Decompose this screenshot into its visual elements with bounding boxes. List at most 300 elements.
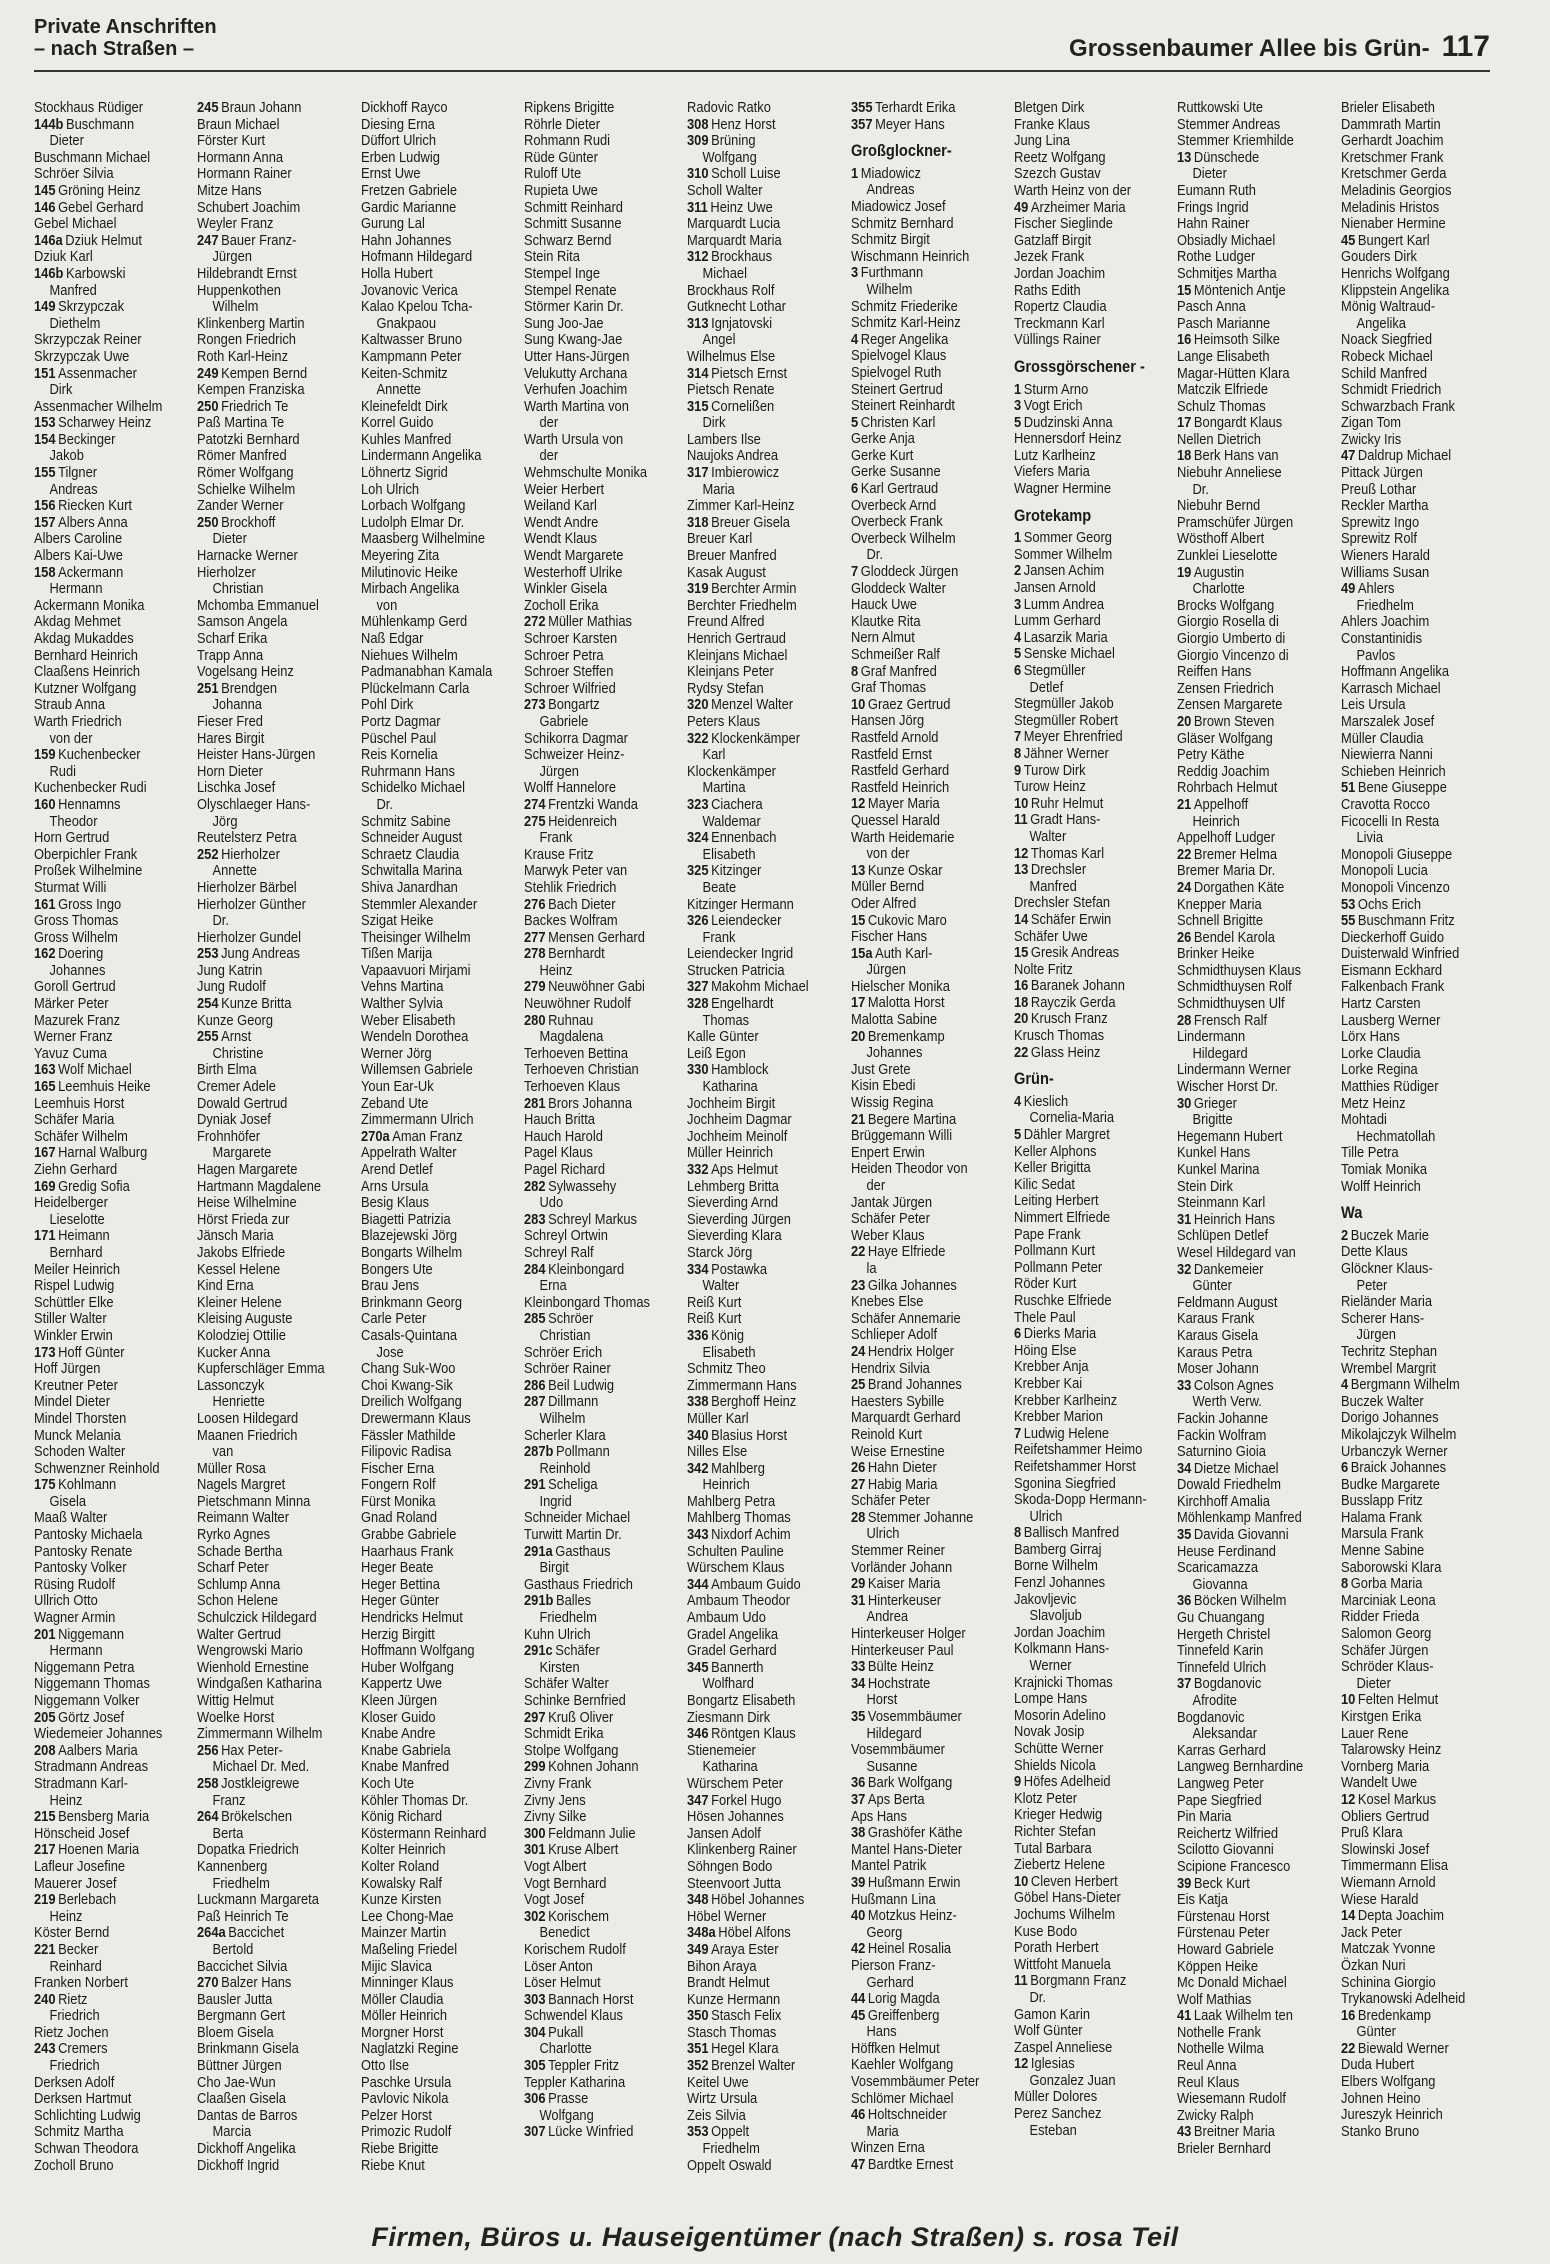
resident-name: Schroer Wilfried — [523, 679, 616, 697]
resident-name: Gasthaus Friedrich — [523, 1575, 633, 1593]
house-number: 5 — [1013, 645, 1022, 663]
directory-entry — [1341, 897, 1473, 914]
house-number: 10 — [1013, 1872, 1029, 1890]
resident-name: Dammrath Martin — [1340, 115, 1441, 133]
directory-entry — [851, 398, 983, 415]
resident-name: Knabe Manfred — [360, 1758, 449, 1776]
resident-name: Rieländer Maria — [1340, 1293, 1432, 1311]
resident-name: Krajnicki Thomas — [1013, 1673, 1113, 1691]
directory-entry — [1014, 1542, 1146, 1559]
house-number: 325 — [687, 862, 709, 880]
directory-entry — [361, 1212, 493, 1229]
directory-entry — [1177, 1079, 1309, 1096]
directory-column — [34, 100, 166, 2200]
house-number: 250 — [197, 397, 219, 415]
resident-name: Ahlers — [1357, 580, 1395, 598]
resident-name: Lieselotte — [49, 1210, 105, 1228]
directory-entry — [851, 166, 983, 183]
directory-entry — [34, 2025, 166, 2042]
house-number: 278 — [523, 945, 546, 963]
directory-entry — [1341, 1593, 1473, 1610]
resident-name: Pasch Anna — [1177, 298, 1247, 316]
directory-entry — [524, 249, 656, 266]
directory-entry — [687, 515, 819, 532]
directory-entry — [197, 1676, 329, 1693]
resident-name: Kupferschläger Emma — [197, 1360, 325, 1378]
resident-name: Schwendel Klaus — [523, 2007, 623, 2025]
resident-name: Bensberg Maria — [58, 1808, 150, 1826]
directory-entry — [1177, 1212, 1309, 1229]
resident-name: Jung Andreas — [221, 945, 301, 963]
house-number: 37 — [1177, 1675, 1192, 1693]
resident-name: Kitzinger Hermann — [687, 895, 795, 913]
house-number: 20 — [1013, 1010, 1029, 1028]
resident-name: Bendel Karola — [1194, 928, 1276, 946]
resident-name: Monopoli Giuseppe — [1340, 845, 1452, 863]
directory-entry — [687, 1610, 819, 1627]
directory-entry — [197, 946, 329, 963]
resident-name: Hendrix Holger — [867, 1342, 954, 1360]
resident-name: Stienemeier — [687, 1741, 757, 1759]
resident-name: Stegmüller Robert — [1013, 711, 1118, 729]
resident-name: Duisterwald Winfried — [1340, 945, 1459, 963]
directory-entry — [851, 630, 983, 647]
directory-entry — [34, 1145, 166, 1162]
directory-entry — [851, 581, 983, 598]
directory-entry — [197, 996, 329, 1013]
directory-entry — [361, 1909, 493, 1926]
directory-entry — [34, 1577, 166, 1594]
directory-entry — [851, 382, 983, 399]
resident-name: Brinker Heike — [1177, 945, 1255, 963]
resident-name: Stanko Bruno — [1340, 2122, 1419, 2140]
resident-name: Begere Martina — [867, 1110, 956, 1128]
resident-name: Dorgathen Käte — [1194, 878, 1285, 896]
directory-entry — [524, 697, 656, 714]
resident-name: Leiting Herbert — [1013, 1192, 1099, 1210]
directory-entry — [197, 515, 329, 532]
resident-name: Kuchenbecker Rudi — [34, 779, 147, 797]
directory-entry — [1341, 1609, 1473, 1626]
directory-entry — [851, 962, 983, 979]
directory-entry — [851, 2057, 983, 2074]
resident-name: Rohmann Rudi — [523, 132, 611, 150]
resident-name: Martina — [702, 779, 746, 797]
directory-entry — [851, 1062, 983, 1079]
resident-name: Ballisch Manfred — [1023, 1524, 1120, 1542]
directory-entry — [361, 1494, 493, 1511]
directory-entry — [197, 1212, 329, 1229]
resident-name: Bertold — [212, 1940, 254, 1958]
directory-entry — [1177, 1411, 1309, 1428]
resident-name: Röhrle Dieter — [523, 115, 600, 133]
resident-name: Dowald Friedhelm — [1177, 1476, 1282, 1494]
directory-entry — [524, 979, 656, 996]
resident-name: Görtz Josef — [58, 1708, 125, 1726]
resident-name: Riebe Knut — [360, 2156, 425, 2174]
resident-name: Hermann — [49, 1642, 103, 1660]
directory-entry — [851, 1958, 983, 1975]
directory-entry — [524, 1062, 656, 1079]
house-number: 1 — [1013, 380, 1022, 398]
directory-entry — [34, 1195, 166, 1212]
resident-name: Terhardt Erika — [874, 100, 956, 116]
directory-entry — [1177, 1096, 1309, 1113]
directory-entry — [687, 2075, 819, 2092]
house-number: 334 — [687, 1260, 709, 1278]
house-number: 282 — [523, 1177, 546, 1195]
house-number: 287b — [523, 1443, 554, 1461]
directory-entry — [361, 1809, 493, 1826]
directory-entry — [1341, 2074, 1473, 2091]
page-number: 117 — [1441, 30, 1490, 63]
resident-name: Heidenreich — [548, 812, 617, 830]
directory-entry — [361, 448, 493, 465]
house-number: 4 — [1340, 1376, 1348, 1394]
directory-entry — [197, 1378, 329, 1395]
directory-entry — [34, 565, 166, 582]
house-number: 349 — [687, 1940, 709, 1958]
house-number: 18 — [1177, 447, 1192, 465]
directory-entry — [1177, 166, 1309, 183]
directory-entry — [687, 382, 819, 399]
directory-entry — [524, 1345, 656, 1362]
resident-name: Johannes — [866, 1044, 923, 1062]
directory-entry — [851, 315, 983, 332]
resident-name: Hahn Rainer — [1177, 215, 1250, 233]
resident-name: Urbanczyk Werner — [1340, 1442, 1448, 1460]
directory-entry — [1177, 1510, 1309, 1527]
directory-entry — [1341, 1261, 1473, 1278]
house-number: 19 — [1177, 563, 1192, 581]
directory-entry — [687, 1345, 819, 1362]
resident-name: Kilic Sedat — [1013, 1175, 1075, 1193]
resident-name: Dudzinski Anna — [1023, 413, 1113, 431]
resident-name: Angel — [702, 331, 736, 349]
directory-entry — [687, 946, 819, 963]
directory-entry — [361, 565, 493, 582]
directory-entry — [851, 1078, 983, 1095]
resident-name: Meyering Zita — [360, 547, 439, 565]
house-number: 324 — [687, 829, 709, 847]
directory-entry — [687, 2041, 819, 2058]
directory-entry — [197, 448, 329, 465]
directory-entry — [361, 979, 493, 996]
directory-entry — [1177, 1776, 1309, 1793]
directory-entry — [524, 133, 656, 150]
resident-name: Schäfer Maria — [34, 1111, 115, 1129]
resident-name: Munck Melania — [34, 1426, 121, 1444]
resident-name: Stempel Inge — [523, 264, 601, 282]
directory-entry — [524, 1411, 656, 1428]
house-number: 352 — [687, 2057, 709, 2075]
resident-name: Borne Wilhelm — [1013, 1557, 1098, 1575]
resident-name: Hax Peter- — [221, 1741, 284, 1759]
directory-entry — [1341, 1759, 1473, 1776]
resident-name: Rietz Jochen — [34, 2023, 109, 2041]
house-number: 252 — [197, 845, 219, 863]
directory-entry — [361, 946, 493, 963]
directory-entry — [524, 1710, 656, 1727]
resident-name: Heinz — [49, 1791, 83, 1809]
directory-entry — [851, 348, 983, 365]
resident-name: Hechmatollah — [1356, 1127, 1435, 1145]
resident-name: Möhlenkamp Manfred — [1177, 1509, 1303, 1527]
resident-name: Zensen Friedrich — [1177, 679, 1275, 697]
directory-entry — [34, 814, 166, 831]
resident-name: Breuer Gisela — [711, 513, 791, 531]
resident-name: Weier Herbert — [523, 480, 605, 498]
directory-entry — [197, 1726, 329, 1743]
directory-entry — [687, 614, 819, 631]
directory-entry — [1014, 580, 1146, 597]
resident-name: Braun Johann — [221, 100, 302, 116]
resident-name: Störmer Karin Dr. — [523, 298, 624, 316]
resident-name: Jung Katrin — [197, 961, 263, 979]
directory-entry — [687, 565, 819, 582]
resident-name: Kaiser Maria — [867, 1575, 940, 1593]
resident-name: Malotta Sabine — [850, 1011, 937, 1029]
resident-name: Pukall — [548, 2023, 584, 2041]
directory-column — [1014, 100, 1146, 2200]
resident-name: Keller Brigitta — [1013, 1159, 1091, 1177]
directory-entry — [1341, 316, 1473, 333]
resident-name: Skoda-Dopp Hermann- — [1013, 1491, 1147, 1509]
directory-entry — [524, 366, 656, 383]
directory-entry — [197, 200, 329, 217]
directory-entry — [687, 1162, 819, 1179]
directory-entry — [524, 581, 656, 598]
resident-name: Schmitz Birgit — [850, 231, 930, 249]
directory-entry — [1341, 1046, 1473, 1063]
resident-name: Müller Rosa — [197, 1459, 267, 1477]
directory-entry — [1014, 1210, 1146, 1227]
resident-name: Heister Hans-Jürgen — [197, 746, 316, 764]
resident-name: Karl — [702, 746, 726, 764]
resident-name: Zensen Margarete — [1177, 696, 1283, 714]
directory-entry — [1014, 166, 1146, 183]
resident-name: Thele Paul — [1013, 1308, 1076, 1326]
house-number: 31 — [850, 1591, 865, 1609]
directory-entry — [197, 1311, 329, 1328]
directory-entry — [851, 1294, 983, 1311]
resident-name: Heinrich — [1192, 812, 1241, 830]
directory-entry — [34, 1975, 166, 1992]
resident-name: Mönig Waltraud- — [1340, 298, 1435, 316]
resident-name: Fischer Hans — [850, 928, 927, 946]
resident-name: Overbeck Arnd — [850, 496, 936, 514]
directory-entry — [1014, 1940, 1146, 1957]
resident-name: Kleinbongard Thomas — [523, 1293, 650, 1311]
directory-entry — [851, 1311, 983, 1328]
house-number: 254 — [197, 995, 219, 1013]
directory-entry — [197, 648, 329, 665]
directory-entry — [197, 1527, 329, 1544]
directory-entry — [687, 797, 819, 814]
resident-name: Bark Wolfgang — [867, 1774, 952, 1792]
resident-name: Fürstenau Peter — [1177, 1924, 1270, 1942]
resident-name: Krebber Anja — [1013, 1358, 1089, 1376]
directory-entry — [687, 880, 819, 897]
directory-entry — [361, 2025, 493, 2042]
directory-entry — [197, 2124, 329, 2141]
directory-entry — [524, 1245, 656, 1262]
directory-entry — [34, 1560, 166, 1577]
directory-entry — [34, 2124, 166, 2141]
directory-entry — [851, 1278, 983, 1295]
directory-entry — [1341, 266, 1473, 283]
directory-entry — [524, 1129, 656, 1146]
directory-entry — [1341, 1327, 1473, 1344]
house-number: 323 — [687, 795, 709, 813]
directory-entry — [1177, 1925, 1309, 1942]
resident-name: Knabe Gabriela — [360, 1741, 451, 1759]
directory-entry — [524, 1212, 656, 1229]
house-number: 285 — [523, 1310, 546, 1328]
directory-entry — [1341, 1908, 1473, 1925]
resident-name: Schwan Theodora — [34, 2140, 139, 2158]
resident-name: Appelhoff Ludger — [1177, 829, 1276, 847]
directory-entry — [524, 1096, 656, 1113]
directory-entry — [1014, 1144, 1146, 1161]
section-header — [34, 16, 217, 60]
directory-entry — [1177, 133, 1309, 150]
directory-entry — [197, 1228, 329, 1245]
resident-name: Schinke Bernfried — [523, 1692, 626, 1709]
directory-entry — [851, 1742, 983, 1759]
resident-name: Karrasch Michael — [1340, 679, 1441, 697]
resident-name: Margarete — [212, 1144, 272, 1162]
resident-name: Jureszyk Heinrich — [1340, 2106, 1443, 2124]
directory-entry — [687, 233, 819, 250]
directory-entry — [197, 963, 329, 980]
street-heading: Grossgörschener - — [1013, 356, 1145, 376]
house-number: 144b — [34, 115, 64, 133]
resident-name: Felten Helmut — [1357, 1691, 1438, 1709]
directory-entry — [1341, 1062, 1473, 1079]
resident-name: Cleven Herbert — [1030, 1872, 1118, 1890]
directory-entry — [524, 631, 656, 648]
resident-name: Weiland Karl — [523, 497, 597, 515]
resident-name: Doering — [58, 945, 104, 963]
directory-entry — [34, 1527, 166, 1544]
resident-name: Kaltwasser Bruno — [360, 331, 462, 349]
directory-entry — [1177, 233, 1309, 250]
directory-entry — [361, 266, 493, 283]
resident-name: Teppler Katharina — [523, 2073, 626, 2091]
resident-name: Wischmann Heinrich — [850, 247, 969, 265]
directory-entry — [687, 648, 819, 665]
directory-entry — [851, 498, 983, 515]
resident-name: Niggemann — [58, 1625, 125, 1643]
directory-entry — [1177, 1361, 1309, 1378]
directory-entry — [851, 1261, 983, 1278]
directory-entry — [687, 1560, 819, 1577]
resident-name: Ulrich — [1029, 1507, 1063, 1525]
house-number: 145 — [34, 181, 56, 199]
resident-name: Herzig Birgitt — [360, 1625, 435, 1643]
directory-entry — [1341, 731, 1473, 748]
directory-entry — [1177, 897, 1309, 914]
resident-name: Buczek Marie — [1350, 1226, 1429, 1244]
directory-entry — [1177, 1909, 1309, 1926]
resident-name: Lasarzik Maria — [1023, 628, 1108, 646]
directory-entry — [1341, 1394, 1473, 1411]
resident-name: Andrea — [866, 1608, 908, 1626]
house-number: 305 — [523, 2057, 546, 2075]
house-number: 153 — [34, 414, 56, 432]
resident-name: Frentzki Wanda — [548, 795, 638, 813]
resident-name: Höbel Alfons — [718, 1924, 792, 1942]
directory-entry — [197, 1593, 329, 1610]
directory-entry — [361, 847, 493, 864]
resident-name: Budke Margarete — [1340, 1475, 1440, 1493]
resident-name: Wagner Hermine — [1013, 480, 1112, 498]
directory-entry — [1341, 366, 1473, 383]
directory-entry — [851, 1095, 983, 1112]
resident-name: Wissig Regina — [850, 1094, 934, 1112]
directory-entry — [1014, 1641, 1146, 1658]
resident-name: Derksen Hartmut — [34, 2090, 132, 2108]
resident-name: Slowinski Josef — [1340, 1840, 1429, 1858]
directory-entry — [361, 1759, 493, 1776]
resident-name: Paschke Ursula — [360, 2073, 451, 2091]
directory-entry — [524, 1627, 656, 1644]
resident-name: Wilhelm — [539, 1409, 586, 1427]
resident-name: Hochstrate — [867, 1674, 930, 1692]
directory-entry — [687, 1660, 819, 1677]
directory-entry — [1341, 963, 1473, 980]
directory-entry — [1341, 631, 1473, 648]
resident-name: Hösen Johannes — [687, 1808, 785, 1826]
resident-name: Nothelle Wilma — [1177, 2040, 1265, 2058]
resident-name: Buschmann Fritz — [1357, 912, 1455, 930]
resident-name: Theisinger Wilhelm — [360, 928, 471, 946]
resident-name: Sung Joo-Jae — [523, 314, 604, 332]
resident-name: Leiendecker — [711, 912, 782, 930]
resident-name: Vosemmbäumer Peter — [850, 2073, 979, 2091]
house-number: 5 — [850, 413, 858, 431]
resident-name: Balzer Hans — [221, 1974, 292, 1992]
resident-name: Patotzki Bernhard — [197, 430, 300, 448]
directory-entry — [1177, 266, 1309, 283]
directory-entry — [361, 1593, 493, 1610]
directory-entry — [687, 2108, 819, 2125]
directory-entry — [34, 1162, 166, 1179]
resident-name: Pavlos — [1356, 646, 1395, 664]
directory-entry — [361, 697, 493, 714]
resident-name: Aalbers Maria — [58, 1741, 138, 1759]
resident-name: Arnst — [221, 1028, 252, 1046]
directory-entry — [851, 747, 983, 764]
house-number: 310 — [687, 165, 709, 183]
resident-name: Postawka — [711, 1260, 768, 1278]
resident-name: Hauch Harold — [523, 1127, 603, 1145]
resident-name: Olyschlaeger Hans- — [197, 795, 311, 813]
directory-entry — [34, 1179, 166, 1196]
house-number: 276 — [523, 895, 546, 913]
directory-entry — [851, 830, 983, 847]
resident-name: Müller Bernd — [850, 878, 924, 896]
directory-entry — [34, 1643, 166, 1660]
directory-entry — [197, 1179, 329, 1196]
resident-name: Vogt Bernhard — [523, 1874, 607, 1892]
house-number: 350 — [687, 2007, 709, 2025]
directory-entry — [1014, 597, 1146, 614]
directory-entry — [1177, 830, 1309, 847]
house-number: 30 — [1177, 1094, 1192, 1112]
resident-name: Hoffmann Angelika — [1340, 663, 1449, 681]
